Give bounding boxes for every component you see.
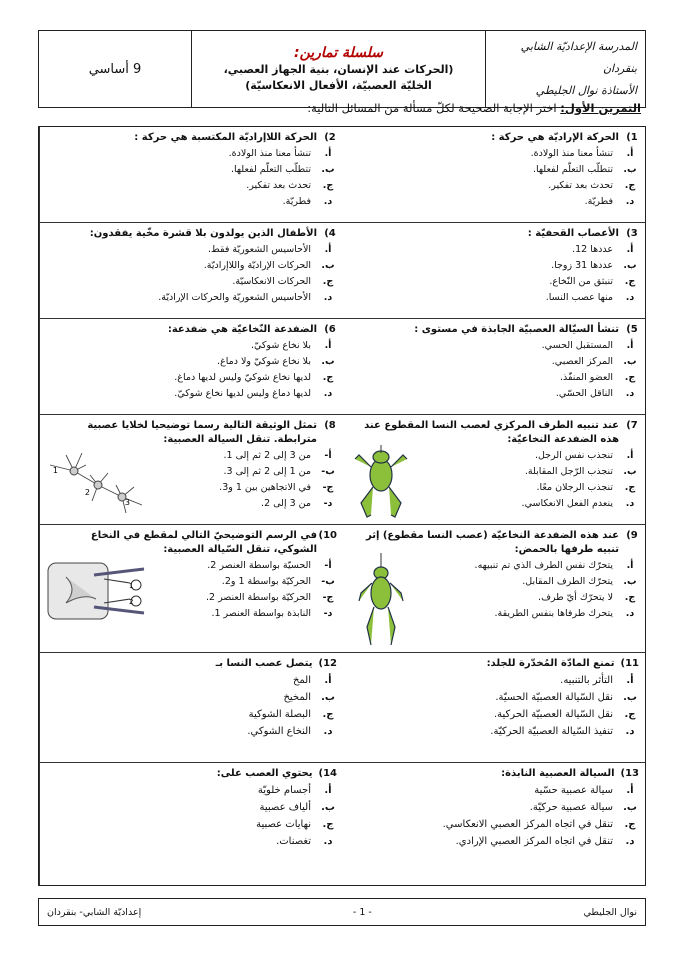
header-level-block [39,31,191,107]
school-name: المدرسة الإعداديّة الشابي بنقردان [520,40,637,75]
neurons-illustration [46,445,146,519]
neuron-label-2: 2 [84,488,90,497]
footer-author: نوال الجليطي [583,906,637,918]
spinal-frog-illustration [347,445,415,521]
question-3: 3) الأعصاب القحفيّة : أ. عددها 12. ب. عددها 31 زوجا. ج. تنبثق من النّخاع. د. منها عصب النسا. [341,223,645,319]
question-10: 10) في الرسم التوضيحيّ التالي لمقطع في النخاع الشوكي، تنقل السّيالة العصبية: أ- الحسيّة بواسطة العنصر 2. ب- الحركيّة بواسطة 1 و2. ج- الحركيّة بواسطة العنصر 2. د- النابذة بواسطة العنصر 1. 1 2 [39,525,343,653]
neuron-label-1: 1 [52,466,58,475]
question-9: 9) عند هذه الضفدعة النخاعيّة (عصب النسا مقطوع) إثر تنبيه طرفها بالحمض: أ. يتحرّك نفس الطرف الذي تم تنبيهه. ب. يتحرّك الطرف المقابل. ج. لا يتحرّك أيّ طرف. د. يتحرك طرفاها بنفس الطريقة. [341,525,645,653]
question-14: 14) يحتوي العصب على: أ. أجسام خلويّة ب. ألياف عصبية ج. نهايات عصبية د. تغصنات. [39,763,343,885]
teacher-name: الأستاذة نوال الجليطي [535,84,637,97]
exercise-instruction: اختر الإجابة الصحيحة لكلّ مسألة من المسائل التالية: [307,101,561,115]
grade-level: 9 أساسي [88,61,142,77]
questions-grid [38,126,646,886]
question-7: 7) عند تنبيه الطرف المركزي لعصب النسا المقطوع عند هذه الضفدعة النخاعيّة: أ. تنجذب نفس الرجل. ب. تنجذب الرّجل المقابلة. ج. تنجذب الرجلان معًا. د. ينعدم الفعل الانعكاسي. [341,415,645,525]
footer-page-number: - 1 - [352,906,372,918]
spinal-cord-section-illustration [44,559,154,625]
header-box [38,30,646,108]
question-13: 13) السيالة العصبية النابذة: أ. سيالة عصبية حسّية ب. سيالة عصبية حركيّة. ج. تنقل في اتجاه المركز العصبي الانعكاسي. د. تنقل في اتجاه المركز العصبي الإرادي. [442,768,639,847]
series-title: سلسلة تمارين: [293,45,384,61]
question-12: 12) يتصل عصب النسا بـ أ. المخ ب. المخيخ ج. البصلة الشوكية د. النخاع الشوكي. [39,653,343,763]
exercise-heading [307,101,641,115]
question-4: 4) الأطفال الذين يولدون بلا قشرة مخّية يفقدون: أ. الأحاسيس الشعوريّة فقط. ب. الحركات الإراديّة واللاإراديّة. ج. الحركات الانعكاسيّة. د. الأحاسيس الشعوريّة والحركات الإراديّة. [39,223,343,319]
question-5: 5) تنشأ السيّالة العصبيّة الجابذة في مستوى : أ. المستقبل الحسي. ب. المركز العصبي. ج. العضو المنفّذ. د. الناقل الحسّي. [341,319,645,415]
footer-school: إعداديّة الشابي- بنقردان [47,906,142,918]
neuron-label-3: 3 [124,498,130,507]
question-1: 1) الحركة الإراديّة هي حركة : أ. تنشأ معنا منذ الولادة. ب. تتطلّب التعلّم لفعلها. ج. تحدث بعد تفكير. د. فطريّة. [341,127,645,223]
section-label-1: 1 [129,582,134,590]
question-11: 11) تمنع المادّة المُخدّرة للجلد: أ. التأثر بالتنبيه. ب. نقل السّيالة العصبيّة الحسيّة. ج. نقل السّيالة العصبيّة الحركية. د. تنفيذ السّيالة العصبيّة الحركيّة. [341,653,645,763]
header-title-block [191,31,485,107]
question-2: 2) الحركة اللاإراديّة المكتسبة هي حركة : أ. تنشأ معنا منذ الولادة. ب. تتطلّب التعلّم لفعلها. ج. تحدث بعد تفكير. د. فطريّة. [39,127,343,223]
series-subtitle-1: (الحركات عند الإنسان، بنية الجهاز العصبي، [223,63,454,76]
series-subtitle-2: الخليّة العصبيّة، الأفعال الانعكاسيّة) [245,79,432,92]
page-footer [38,898,646,926]
hanging-frog-illustration [351,553,411,649]
exercise-label: التمرين الأول: [560,101,641,115]
header-school-block [485,31,645,107]
section-label-2: 2 [129,598,134,606]
question-6: 6) الضفدعة النّخاعيّة هي ضفدعة: أ. بلا نخاع شوكيّ. ب. بلا نخاع شوكيّ ولا دماغ. ج. لديها نخاع شوكيّ وليس لديها دماغ. د. لديها دماغ وليس لديها نخاع شوكيّ. [39,319,343,415]
question-8: 8) تمثل الوثيقة التالية رسما توضيحيا لخلايا عصبية مترابطة. تنقل السيالة العصبية: أ- من 3 إلى 2 ثم إلى 1. ب- من 1 إلى 2 ثم إلى 3. ج- في الاتجاهين بين 1 و3. د- من 3 إلى 2. 1 2 3 [39,415,343,525]
